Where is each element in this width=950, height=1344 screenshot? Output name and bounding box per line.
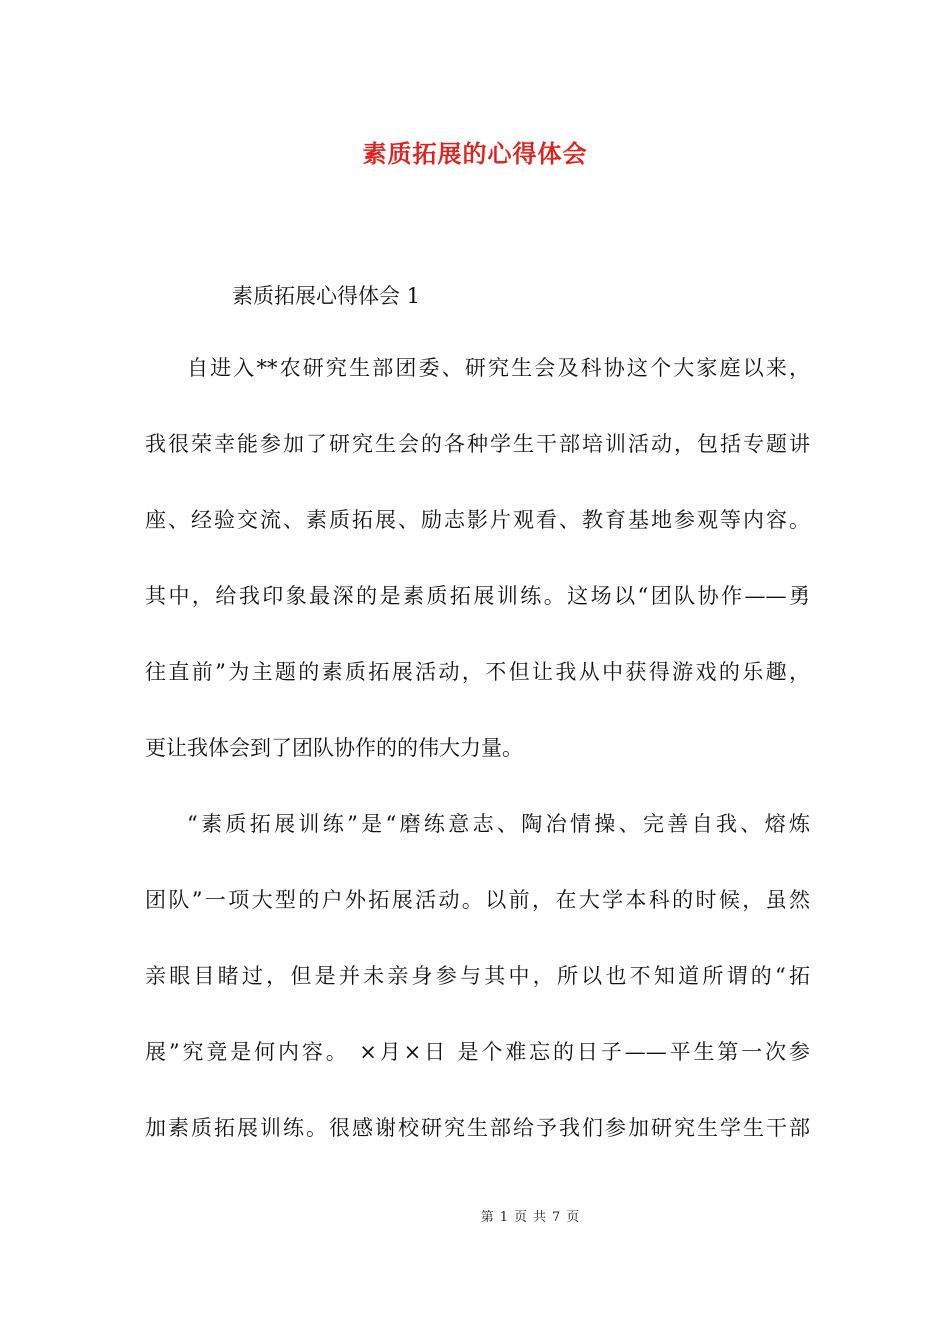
footer-suffix: 页: [566, 1210, 580, 1225]
document-title: 素质拓展的心得体会: [362, 139, 588, 168]
paragraph-line: 展”究竟是何内容。 ×月×日 是个难忘的日子——平生第一次参: [145, 1040, 810, 1064]
section-subtitle: 素质拓展心得体会 1: [232, 284, 421, 308]
paragraph-line: 更让我体会到了团队协作的的伟大力量。: [145, 736, 523, 760]
paragraph-line: 往直前”为主题的素质拓展活动，不但让我从中获得游戏的乐趣，: [145, 660, 810, 684]
paragraph-line: 团队”一项大型的户外拓展活动。以前，在大学本科的时候，虽然: [145, 888, 810, 912]
paragraph-1: [145, 330, 810, 786]
paragraph-line: 加素质拓展训练。很感谢校研究生部给予我们参加研究生学生干部: [145, 1116, 810, 1140]
page-footer: [0, 1208, 950, 1228]
footer-page-word: 页: [513, 1210, 527, 1225]
footer-total-word: 共: [533, 1210, 547, 1225]
footer-page-number: 1: [499, 1210, 508, 1225]
paragraph-line: 其中，给我印象最深的是素质拓展训练。这场以“团队协作——勇: [145, 584, 810, 608]
footer-prefix: 第: [480, 1210, 494, 1225]
paragraph-line: 我很荣幸能参加了研究生会的各种学生干部培训活动，包括专题讲: [145, 432, 810, 456]
footer-total-pages: 7: [552, 1210, 561, 1225]
paragraph-line: 自进入**农研究生部团委、研究生会及科协这个大家庭以来，: [187, 356, 810, 380]
paragraph-line: 座、经验交流、素质拓展、励志影片观看、教育基地参观等内容。: [145, 508, 810, 532]
paragraph-line: “素质拓展训练”是“磨练意志、陶冶情操、完善自我、熔炼: [187, 812, 810, 836]
paragraph-2: [145, 786, 810, 1166]
paragraph-line: 亲眼目睹过，但是并未亲身参与其中，所以也不知道所谓的“拓: [145, 964, 810, 988]
